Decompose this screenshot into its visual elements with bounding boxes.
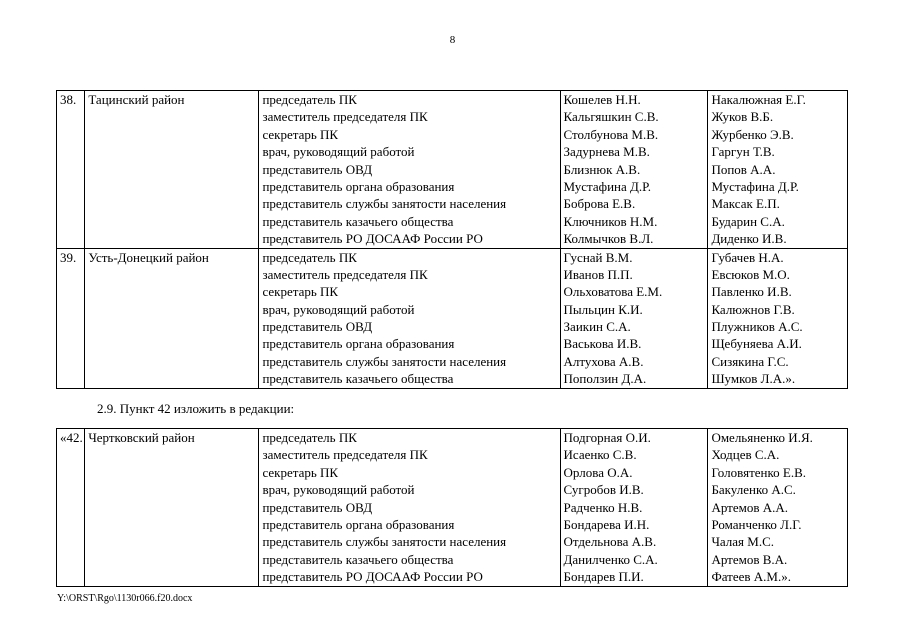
role-line: представитель казачьего общества <box>262 371 454 387</box>
member-list <box>560 248 708 388</box>
role-line: секретарь ПК <box>262 126 339 142</box>
role-line: представитель РО ДОСААФ России РО <box>262 231 483 247</box>
member-name: Поползин Д.А. <box>563 371 647 387</box>
page-number: 8 <box>449 34 456 46</box>
member-name: Ольховатова Е.М. <box>563 284 663 300</box>
member-list <box>560 91 708 249</box>
commission-table-1 <box>56 90 848 389</box>
reserve-name: Плужников А.С. <box>711 319 803 335</box>
reserve-name: Романченко Л.Г. <box>711 516 802 532</box>
role-line: заместитель председателя ПК <box>262 109 428 125</box>
row-number: 38. <box>57 91 85 249</box>
role-line: врач, руководящий работой <box>262 144 415 160</box>
reserve-name: Максак Е.П. <box>711 196 780 212</box>
reserve-name: Евсюков М.О. <box>711 266 790 282</box>
member-name: Ключников Н.М. <box>563 213 658 229</box>
table-row <box>57 429 848 587</box>
member-list <box>560 429 708 587</box>
role-line: секретарь ПК <box>262 284 339 300</box>
member-name: Подгорная О.И. <box>563 430 651 445</box>
role-line: представитель органа образования <box>262 178 455 194</box>
member-name: Бондарева И.Н. <box>563 516 650 532</box>
reserve-name: Мустафина Д.Р. <box>711 178 799 194</box>
table-row <box>57 248 848 388</box>
member-name: Бондарев П.И. <box>563 569 644 585</box>
reserve-name: Артемов В.А. <box>711 551 788 567</box>
reserve-name: Щебуняева А.И. <box>711 336 802 352</box>
district-name: Чертковский район <box>85 429 259 587</box>
reserve-name: Шумков Л.А.». <box>711 371 796 387</box>
reserve-name: Головятенко Е.В. <box>711 464 806 480</box>
reserve-name: Омельяненко И.Я. <box>711 430 813 445</box>
member-name: Васькова И.В. <box>563 336 642 352</box>
role-list <box>259 91 560 249</box>
member-name: Гуснай В.М. <box>563 249 633 265</box>
role-list <box>259 429 560 587</box>
reserve-name: Бакуленко А.С. <box>711 482 796 498</box>
member-name: Сугробов И.В. <box>563 482 644 498</box>
role-line: секретарь ПК <box>262 464 339 480</box>
role-line: председатель ПК <box>262 92 357 107</box>
row-number: 39. <box>57 248 85 388</box>
reserve-name: Попов А.А. <box>711 161 776 177</box>
role-line: представитель РО ДОСААФ России РО <box>262 569 483 585</box>
reserve-list <box>708 429 848 587</box>
role-line: представитель ОВД <box>262 499 373 515</box>
member-name: Данилченко С.А. <box>563 551 658 567</box>
member-name: Заикин С.А. <box>563 319 631 335</box>
reserve-name: Бударин С.А. <box>711 213 785 229</box>
role-line: представитель ОВД <box>262 319 373 335</box>
role-line: представитель казачьего общества <box>262 551 454 567</box>
reserve-name: Накалюжная Е.Г. <box>711 92 806 107</box>
reserve-list <box>708 91 848 249</box>
role-line: председатель ПК <box>262 430 357 445</box>
member-name: Кошелев Н.Н. <box>563 92 641 107</box>
role-line: представитель службы занятости населения <box>262 534 507 550</box>
reserve-name: Фатеев А.М.». <box>711 569 791 585</box>
role-line: председатель ПК <box>262 249 357 265</box>
table-body <box>57 91 848 389</box>
commission-table-2 <box>56 428 848 587</box>
role-line: представитель казачьего общества <box>262 213 454 229</box>
role-line: представитель ОВД <box>262 161 373 177</box>
reserve-list <box>708 248 848 388</box>
role-line: заместитель председателя ПК <box>262 266 428 282</box>
member-name: Исаенко С.В. <box>563 447 637 463</box>
member-name: Радченко Н.В. <box>563 499 643 515</box>
role-line: врач, руководящий работой <box>262 301 415 317</box>
reserve-name: Губачев Н.А. <box>711 249 784 265</box>
member-name: Задурнева М.В. <box>563 144 650 160</box>
member-name: Отдельнова А.В. <box>563 534 657 550</box>
reserve-name: Ходцев С.А. <box>711 447 780 463</box>
reserve-name: Диденко И.В. <box>711 231 787 247</box>
role-list <box>259 248 560 388</box>
row-number: «42. <box>57 429 85 587</box>
district-name: Усть-Донецкий район <box>85 248 259 388</box>
reserve-name: Калюжнов Г.В. <box>711 301 795 317</box>
member-name: Пыльцин К.И. <box>563 301 643 317</box>
file-path-footer: Y:\ORST\Rgo\1130r066.f20.docx <box>57 593 193 604</box>
member-name: Мустафина Д.Р. <box>563 178 651 194</box>
reserve-name: Журбенко Э.В. <box>711 126 794 142</box>
table-body <box>57 429 848 587</box>
reserve-name: Жуков В.Б. <box>711 109 774 125</box>
role-line: представитель службы занятости населения <box>262 353 507 369</box>
district-name: Тацинский район <box>85 91 259 249</box>
amendment-paragraph: 2.9. Пункт 42 изложить в редакции: <box>97 401 295 416</box>
member-name: Алтухова А.В. <box>563 353 644 369</box>
role-line: врач, руководящий работой <box>262 482 415 498</box>
role-line: представитель службы занятости населения <box>262 196 507 212</box>
reserve-name: Артемов А.А. <box>711 499 788 515</box>
reserve-name: Сизякина Г.С. <box>711 353 789 369</box>
member-name: Колмычков В.Л. <box>563 231 654 247</box>
member-name: Кальгяшкин С.В. <box>563 109 659 125</box>
member-name: Орлова О.А. <box>563 464 633 480</box>
reserve-name: Чалая М.С. <box>711 534 774 550</box>
member-name: Боброва Е.В. <box>563 196 636 212</box>
reserve-name: Павленко И.В. <box>711 284 792 300</box>
role-line: заместитель председателя ПК <box>262 447 428 463</box>
role-line: представитель органа образования <box>262 516 455 532</box>
role-line: представитель органа образования <box>262 336 455 352</box>
member-name: Столбунова М.В. <box>563 126 659 142</box>
table-row <box>57 91 848 249</box>
member-name: Иванов П.П. <box>563 266 633 282</box>
member-name: Близнюк А.В. <box>563 161 641 177</box>
reserve-name: Гаргун Т.В. <box>711 144 775 160</box>
